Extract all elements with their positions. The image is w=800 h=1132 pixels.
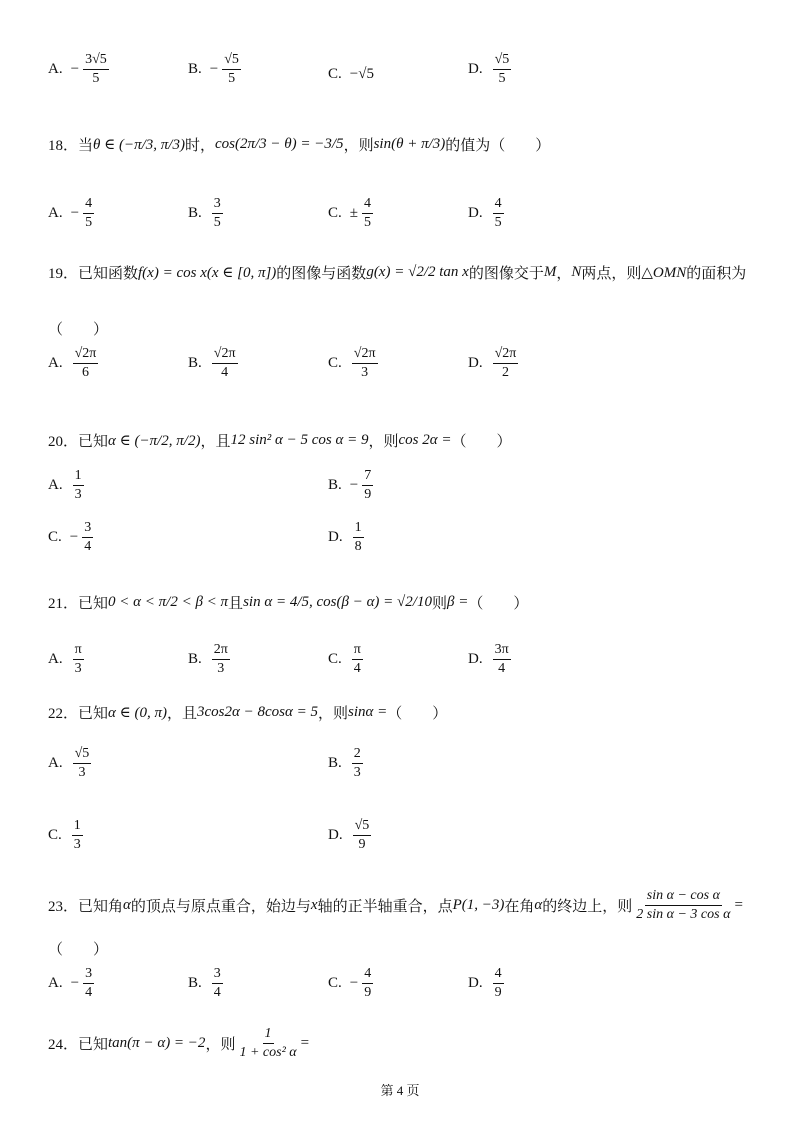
q17-option-a[interactable]: A. − $\frac{3√5}{5}$ (48, 52, 107, 86)
fraction: $\frac{√5}{5}$ (494, 52, 510, 86)
fraction: $\frac{4}{5}$ (494, 196, 502, 230)
fraction: $\frac{3}{5}$ (213, 196, 221, 230)
q18-option-a[interactable]: A. − $\frac{4}{5}$ (48, 196, 93, 230)
fraction: $\frac{4}{9}$ (364, 966, 372, 1000)
fraction: $\frac{1}{3}$ (74, 468, 82, 502)
q23-option-c[interactable]: C. − $\frac{4}{9}$ (328, 966, 372, 1000)
fraction: $\frac{4}{5}$ (85, 196, 93, 230)
q20-stem: 20．已知 α ∈ (−π/2, π/2) ，且 12 sin² α − 5 cos α = 9 ，则 cos 2α = （ ） (48, 432, 512, 450)
q22-stem: 22．已知 α ∈ (0, π) ，且 3cos2α − 8cosα = 5 ，则 sinα = （ ） (48, 704, 448, 722)
fraction: $\frac{\pi}{3}$ (74, 642, 82, 676)
q23-option-a[interactable]: A. − $\frac{3}{4}$ (48, 966, 93, 1000)
fraction: $\frac{√5}{5}$ (224, 52, 239, 86)
q23-stem: 23．已知角 α 的顶点与原点重合，始边与 x 轴的正半轴重合，点 P(1, −3) 在角 α 的终边上，则 $\frac{\text{sin α − cos α}}{\text{2 sin α − 3 cos α}}$ = (48, 888, 743, 922)
fraction: $\frac{3}{4}$ (213, 966, 221, 1000)
fraction: $\frac{1}{\text{1 + cos² α}}$ (239, 1026, 297, 1060)
q21-stem: 21．已知 0 < α < π/2 < β < π 且 sin α = 4/5, cos(β − α) = √2/10 则 β = （ ） (48, 594, 529, 612)
fraction: $\frac{\pi}{4}$ (353, 642, 361, 676)
q17-option-d[interactable]: D. $\frac{√5}{5}$ (468, 52, 510, 86)
q21-option-b[interactable]: B. $\frac{2\pi}{3}$ (188, 642, 228, 676)
fraction: $\frac{1}{3}$ (73, 818, 81, 852)
q19-stem: 19．已知函数 f(x) = cos x(x ∈ [0, π]) 的图像与函数 g(x) = √2/2 tan x 的图像交于 M ， N 两点，则 △OMN 的面积为 (48, 264, 747, 282)
fraction: $\frac{3\pi}{4}$ (494, 642, 509, 676)
fraction: $\frac{2\pi}{3}$ (213, 642, 228, 676)
q19-option-a[interactable]: A. $\frac{√2\pi}{6}$ (48, 346, 97, 380)
q17-option-c[interactable]: C. −√5 (328, 66, 374, 82)
q19-answer-blank: （ ） (48, 322, 109, 338)
q19-option-d[interactable]: D. $\frac{√2\pi}{2}$ (468, 346, 517, 380)
fraction: $\frac{3}{4}$ (84, 520, 92, 554)
q20-option-a[interactable]: A. $\frac{1}{3}$ (48, 468, 82, 502)
q23-answer-blank: （ ） (48, 942, 109, 958)
q21-option-a[interactable]: A. $\frac{\pi}{3}$ (48, 642, 82, 676)
q18-stem: 18．当 θ ∈ (−π/3, π/3) 时， cos(2π/3 − θ) = −3/5 ，则 sin(θ + π/3) 的值为（ ） (48, 136, 551, 154)
q24-stem: 24．已知 tan(π − α) = −2 ，则 $\frac{1}{\text{1 + cos² α}}$ = (48, 1026, 310, 1060)
q18-option-d[interactable]: D. $\frac{4}{5}$ (468, 196, 502, 230)
q22-option-d[interactable]: D. $\frac{√5}{9}$ (328, 818, 370, 852)
fraction: $\frac{√2\pi}{4}$ (213, 346, 236, 380)
page-number: 第 4 页 (380, 1083, 420, 1098)
q23-option-d[interactable]: D. $\frac{4}{9}$ (468, 966, 502, 1000)
fraction: $\frac{√5}{3}$ (74, 746, 90, 780)
q22-option-b[interactable]: B. $\frac{2}{3}$ (328, 746, 361, 780)
q19-option-b[interactable]: B. $\frac{√2\pi}{4}$ (188, 346, 236, 380)
q21-option-d[interactable]: D. $\frac{3\pi}{4}$ (468, 642, 509, 676)
fraction: $\frac{4}{9}$ (494, 966, 502, 1000)
q20-option-d[interactable]: D. $\frac{1}{8}$ (328, 520, 362, 554)
fraction: $\frac{7}{9}$ (364, 468, 372, 502)
fraction: $\frac{3}{4}$ (85, 966, 93, 1000)
q18-option-c[interactable]: C. ± $\frac{4}{5}$ (328, 196, 371, 230)
fraction: $\frac{√2\pi}{2}$ (494, 346, 517, 380)
fraction: $\frac{√5}{9}$ (354, 818, 370, 852)
q17-option-b[interactable]: B. − $\frac{√5}{5}$ (188, 52, 239, 86)
fraction: $\frac{2}{3}$ (353, 746, 361, 780)
q20-option-c[interactable]: C. − $\frac{3}{4}$ (48, 520, 92, 554)
q21-option-c[interactable]: C. $\frac{\pi}{4}$ (328, 642, 361, 676)
fraction: $\frac{√2\pi}{6}$ (74, 346, 97, 380)
fraction: $\frac{4}{5}$ (364, 196, 371, 230)
q19-option-c[interactable]: C. $\frac{√2\pi}{3}$ (328, 346, 376, 380)
fraction: $\frac{√2\pi}{3}$ (353, 346, 376, 380)
fraction: $\frac{\text{sin α − cos α}}{\text{2 sin α − 3 cos α}}$ (636, 888, 731, 922)
q20-option-b[interactable]: B. − $\frac{7}{9}$ (328, 468, 372, 502)
q18-option-b[interactable]: B. $\frac{3}{5}$ (188, 196, 221, 230)
q23-option-b[interactable]: B. $\frac{3}{4}$ (188, 966, 221, 1000)
fraction: $\frac{1}{8}$ (354, 520, 362, 554)
q22-option-a[interactable]: A. $\frac{√5}{3}$ (48, 746, 90, 780)
q22-option-c[interactable]: C. $\frac{1}{3}$ (48, 818, 81, 852)
fraction: $\frac{3√5}{5}$ (85, 52, 107, 86)
